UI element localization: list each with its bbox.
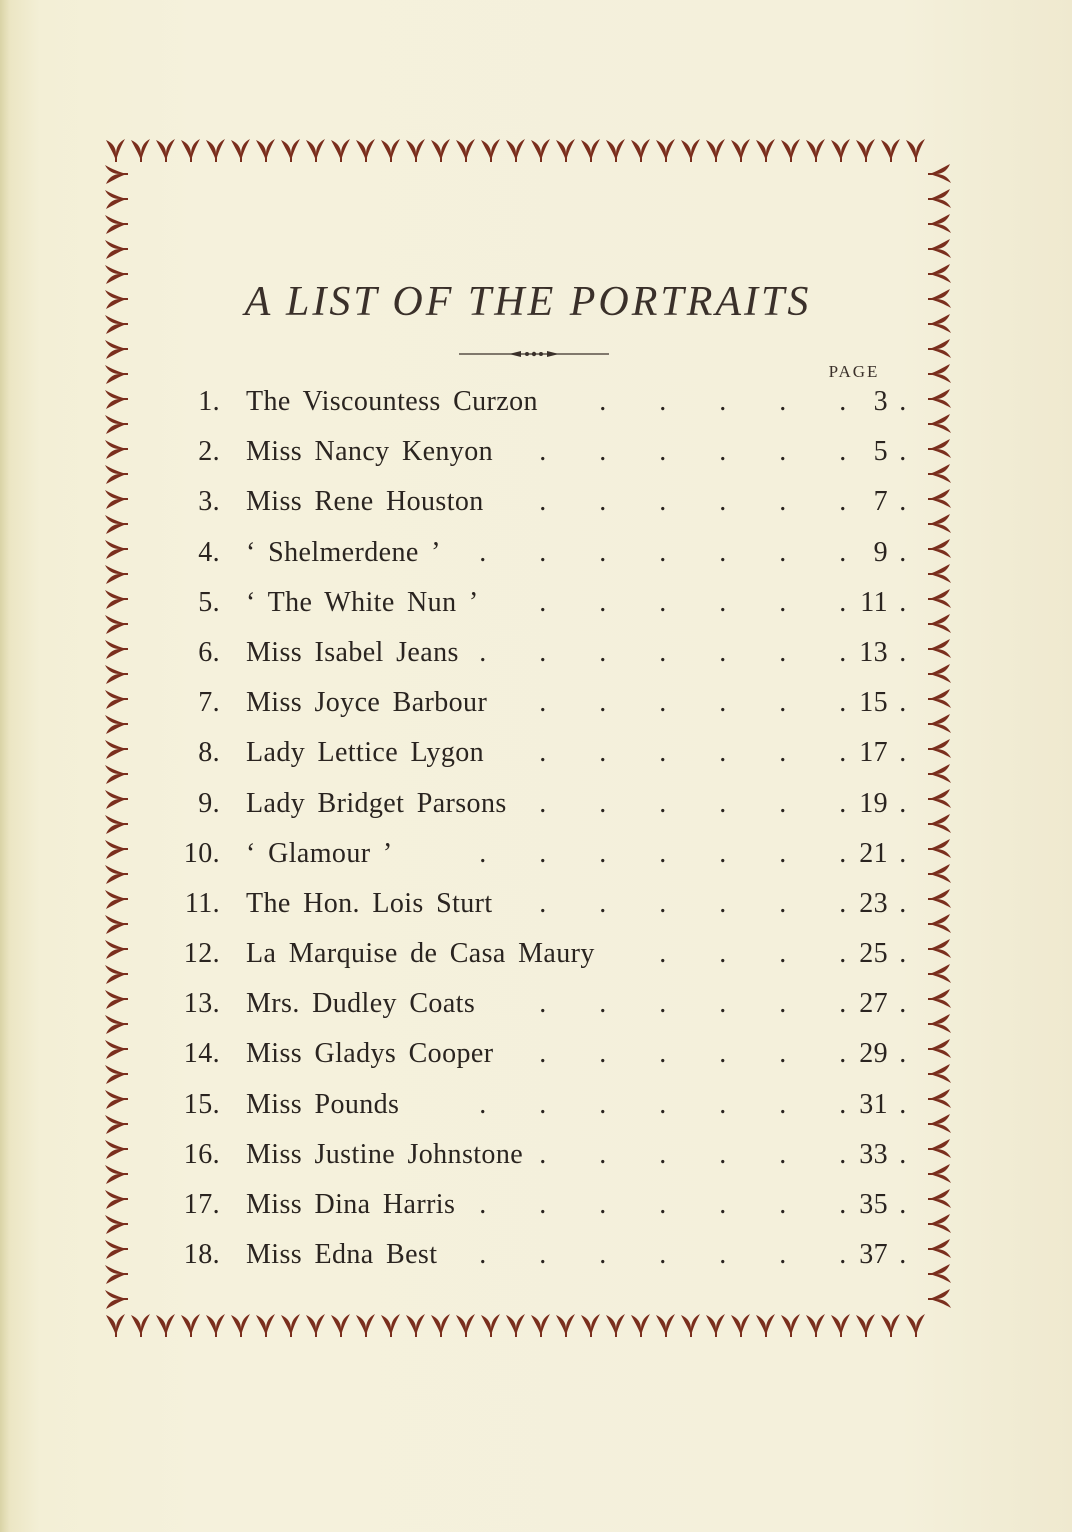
- portrait-name: Miss Rene Houston: [246, 486, 484, 518]
- portrait-name: Miss Isabel Jeans: [246, 636, 459, 668]
- list-item: [170, 531, 907, 581]
- page-number: 37: [859, 1239, 888, 1271]
- dot-leader: . . . . . . .: [539, 486, 907, 518]
- entry-number: 14.: [183, 1038, 220, 1070]
- dot-leader: . . . . . . .: [539, 1038, 907, 1070]
- portrait-name: La Marquise de Casa Maury: [246, 938, 595, 970]
- list-item: [170, 430, 907, 480]
- dot-leader: . . . . . . .: [539, 1138, 907, 1170]
- page-number: 5: [873, 436, 888, 468]
- portrait-list: [170, 380, 907, 1283]
- page-number: 9: [873, 536, 888, 568]
- page-number: 3: [873, 386, 888, 417]
- list-item: [170, 1133, 907, 1183]
- page-number: 35: [859, 1189, 888, 1220]
- portrait-name: The Hon. Lois Sturt: [246, 887, 493, 919]
- page-number: 23: [859, 887, 888, 919]
- dot-leader: . . . . . . .: [539, 586, 907, 618]
- portrait-name: Miss Edna Best: [246, 1239, 438, 1271]
- portrait-name: Miss Dina Harris: [246, 1189, 456, 1220]
- entry-number: 10.: [183, 837, 220, 869]
- dot-leader: . . . . . . . .: [479, 1189, 907, 1220]
- entry-number: 18.: [183, 1239, 220, 1271]
- list-item: [170, 731, 907, 781]
- dot-leader: . . . . .: [659, 938, 907, 970]
- page-number: 25: [859, 938, 888, 970]
- list-item: [170, 782, 907, 832]
- page-number: 19: [859, 787, 888, 819]
- page-title: A LIST OF THE PORTRAITS: [244, 279, 812, 325]
- entry-number: 5.: [198, 586, 220, 618]
- dot-leader: . . . . . . . .: [479, 837, 907, 869]
- list-item: [170, 581, 907, 631]
- list-item: [170, 380, 907, 430]
- list-item: [170, 932, 907, 982]
- page-number: 17: [859, 737, 888, 769]
- portrait-name: ‘ Shelmerdene ’: [246, 536, 441, 568]
- list-item: [170, 681, 907, 731]
- entry-number: 17.: [183, 1189, 220, 1220]
- entry-number: 11.: [184, 887, 220, 919]
- entry-number: 3.: [198, 486, 220, 518]
- divider-ornament-icon: [459, 347, 609, 361]
- list-item: [170, 1032, 907, 1082]
- entry-number: 16.: [183, 1138, 220, 1170]
- list-item: [170, 882, 907, 932]
- entry-number: 6.: [198, 636, 220, 668]
- portrait-name: Lady Bridget Parsons: [246, 787, 507, 819]
- dot-leader: . . . . . . .: [539, 988, 907, 1020]
- page-number: 15: [859, 687, 888, 719]
- portrait-name: Miss Gladys Cooper: [246, 1038, 494, 1070]
- page-column-header: PAGE: [828, 362, 880, 381]
- dot-leader: . . . . . .: [599, 386, 907, 417]
- dot-leader: . . . . . . .: [539, 887, 907, 919]
- dot-leader: . . . . . . .: [539, 687, 907, 719]
- dot-leader: . . . . . . . .: [479, 636, 907, 668]
- page-number: 33: [859, 1138, 888, 1170]
- entry-number: 4.: [198, 536, 220, 568]
- list-item: [170, 1083, 907, 1133]
- entry-number: 2.: [198, 436, 220, 468]
- dot-leader: . . . . . . .: [539, 787, 907, 819]
- portrait-name: Lady Lettice Lygon: [246, 737, 485, 769]
- portrait-name: Miss Nancy Kenyon: [246, 436, 493, 468]
- entry-number: 13.: [183, 988, 220, 1020]
- dot-leader: . . . . . . . .: [479, 1088, 907, 1120]
- list-item: [170, 832, 907, 882]
- portrait-name: The Viscountess Curzon: [246, 386, 538, 417]
- list-item: [170, 480, 907, 530]
- page-number: 29: [859, 1038, 888, 1070]
- portrait-name: Miss Justine Johnstone: [246, 1138, 524, 1170]
- portrait-name: Mrs. Dudley Coats: [246, 988, 476, 1020]
- portrait-name: ‘ The White Nun ’: [246, 586, 479, 618]
- dot-leader: . . . . . . . .: [479, 1239, 907, 1271]
- page-number: 13: [859, 636, 888, 668]
- list-item: [170, 631, 907, 681]
- entry-number: 9.: [198, 787, 220, 819]
- entry-number: 1.: [198, 386, 220, 417]
- page-number: 21: [859, 837, 888, 869]
- portrait-name: Miss Pounds: [246, 1088, 400, 1120]
- dot-leader: . . . . . . .: [539, 737, 907, 769]
- portrait-name: ‘ Glamour ’: [246, 837, 393, 869]
- entry-number: 8.: [198, 737, 220, 769]
- dot-leader: . . . . . . . .: [479, 536, 907, 568]
- page-number: 7: [873, 486, 888, 518]
- list-item: [170, 982, 907, 1032]
- portrait-name: Miss Joyce Barbour: [246, 687, 488, 719]
- dot-leader: . . . . . . .: [539, 436, 907, 468]
- entry-number: 15.: [183, 1088, 220, 1120]
- entry-number: 12.: [183, 938, 220, 970]
- list-item: [170, 1183, 907, 1233]
- page-number: 31: [859, 1088, 888, 1120]
- entry-number: 7.: [198, 687, 220, 719]
- list-item: [170, 1233, 907, 1283]
- page-number: 11: [860, 586, 888, 618]
- page-number: 27: [859, 988, 888, 1020]
